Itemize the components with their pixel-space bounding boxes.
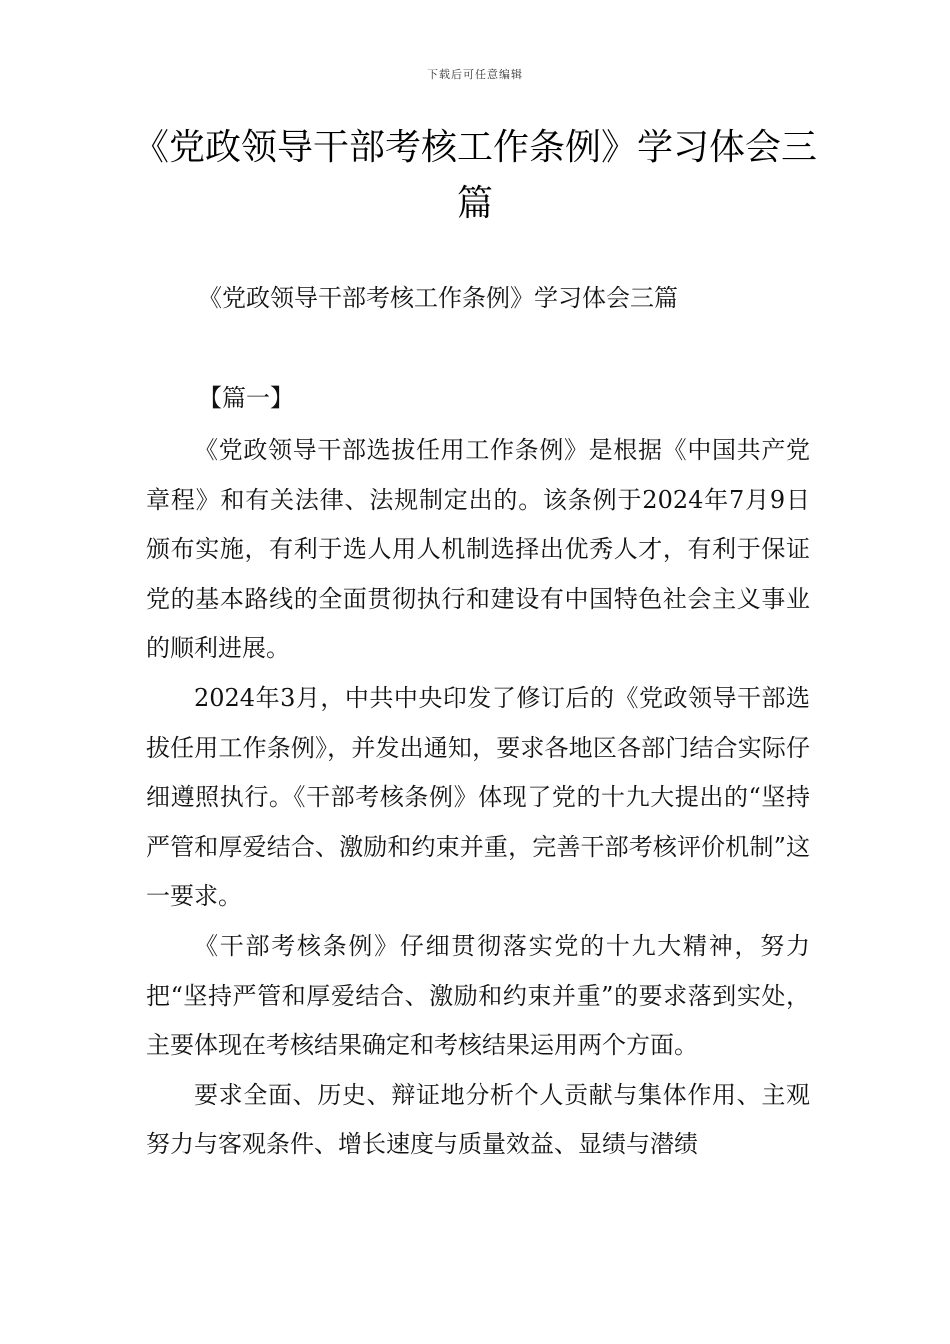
document-title: 《党政领导干部考核工作条例》学习体会三篇 — [132, 127, 817, 224]
paragraph-3: 《干部考核条例》仔细贯彻落实党的十九大精神，努力把“坚持严管和厚爱结合、激励和约束并重”的要求落到实处，主要体现在考核结果确定和考核结果运用两个方面。 — [146, 931, 810, 1060]
section-label: 【篇一】 — [198, 384, 294, 412]
document-subtitle: 《党政领导干部考核工作条例》学习体会三篇 — [198, 284, 678, 312]
paragraph-2: 2024年3月，中共中央印发了修订后的《党政领导干部选拔任用工作条例》，并发出通知，要求各地区各部门结合实际仔细遵照执行。《干部考核条例》体现了党的十九大提出的“坚持严管和厚爱结合、激励和约束并重，完善干部考核评价机制”这一要求。 — [146, 683, 810, 911]
document-body — [146, 426, 810, 1170]
paragraph-1: 《党政领导干部选拔任用工作条例》是根据《中国共产党章程》和有关法律、法规制定出的。该条例于2024年7月9日颁布实施，有利于选人用人机制选择出优秀人才，有利于保证党的基本路线的全面贯彻执行和建设有中国特色社会主义事业的顺利进展。 — [146, 436, 810, 663]
header-note: 下载后可任意编辑 — [427, 68, 523, 81]
paragraph-4: 要求全面、历史、辩证地分析个人贡献与集体作用、主观努力与客观条件、增长速度与质量效益、显绩与潜绩 — [146, 1080, 810, 1159]
